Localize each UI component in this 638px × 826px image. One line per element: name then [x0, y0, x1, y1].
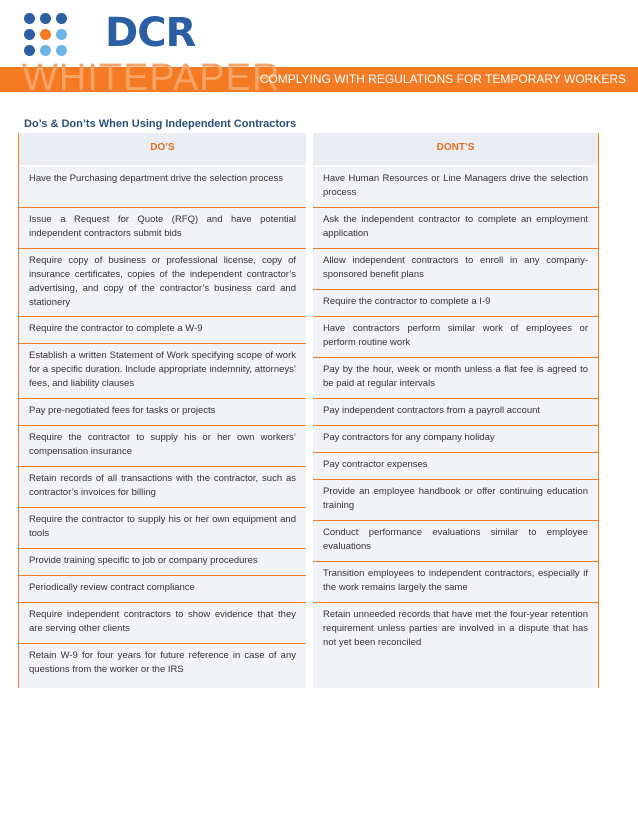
dos-heading: DO’S — [19, 133, 306, 167]
donts-item: Pay contractors for any company holiday — [313, 426, 598, 453]
dos-item: Require the contractor to supply his or her own workers’ compensation insurance — [19, 426, 306, 467]
donts-item: Retain unneeded records that have met the four-year retention requirement unless parties are involved in a dispute that has not yet been reconciled — [323, 609, 588, 648]
donts-item: Conduct performance evaluations similar to employee evaluations — [313, 521, 598, 562]
donts-item: Require the contractor to complete a I-9 — [313, 290, 598, 317]
whitepaper-label: WHITEPAPER — [22, 57, 281, 99]
dos-item: Require copy of business or professional license, copy of insurance certificates, copies of the independent contractor’s advertising, and copy of the contractor’s business card and stationery — [19, 249, 306, 317]
document-subtitle: COMPLYING WITH REGULATIONS FOR TEMPORARY WORKERS — [259, 72, 626, 86]
dos-item: Require the contractor to complete a W-9 — [19, 317, 306, 344]
logo-dots-icon — [24, 13, 68, 57]
donts-item: Allow independent contractors to enroll in any company-sponsored benefit plans — [313, 249, 598, 290]
logo-text: DCR — [105, 10, 196, 56]
donts-item: Have contractors perform similar work of employees or perform routine work — [313, 317, 598, 358]
dos-item: Pay pre-negotiated fees for tasks or projects — [19, 399, 306, 426]
donts-item: Pay by the hour, week or month unless a flat fee is agreed to be paid at regular intervals — [313, 358, 598, 399]
dcr-logo — [24, 10, 196, 57]
donts-item: Provide an employee handbook or offer continuing education training — [313, 480, 598, 521]
donts-item: Transition employees to independent contractors, especially if the work remains largely the same — [313, 562, 598, 603]
dos-column — [18, 133, 306, 688]
section-title: Do’s & Don’ts When Using Independent Contractors — [24, 118, 297, 130]
donts-item: Ask the independent contractor to complete an employment application — [313, 208, 598, 249]
donts-item: Pay independent contractors from a payroll account — [313, 399, 598, 426]
dos-item: Issue a Request for Quote (RFQ) and have potential independent contractors submit bids — [19, 208, 306, 249]
dos-item: Periodically review contract compliance — [19, 576, 306, 603]
donts-item: Have Human Resources or Line Managers drive the selection process — [313, 167, 598, 208]
donts-item: Pay contractor expenses — [313, 453, 598, 480]
dos-item: Require independent contractors to show evidence that they are serving other clients — [19, 603, 306, 644]
dos-item: Have the Purchasing department drive the selection process — [19, 167, 306, 208]
dos-item: Establish a written Statement of Work specifying scope of work for a specific duration. Include appropriate indemnity, attorneys’ fees, and liability clauses — [19, 344, 306, 399]
dos-item: Provide training specific to job or company procedures — [19, 549, 306, 576]
donts-column — [313, 133, 599, 688]
donts-heading: DONT’S — [313, 133, 598, 167]
dos-item: Retain W-9 for four years for future reference in case of any questions from the worker or the IRS — [29, 650, 296, 675]
dos-item: Retain records of all transactions with the contractor, such as contractor’s invoices for billing — [19, 467, 306, 508]
dos-item: Require the contractor to supply his or her own equipment and tools — [19, 508, 306, 549]
